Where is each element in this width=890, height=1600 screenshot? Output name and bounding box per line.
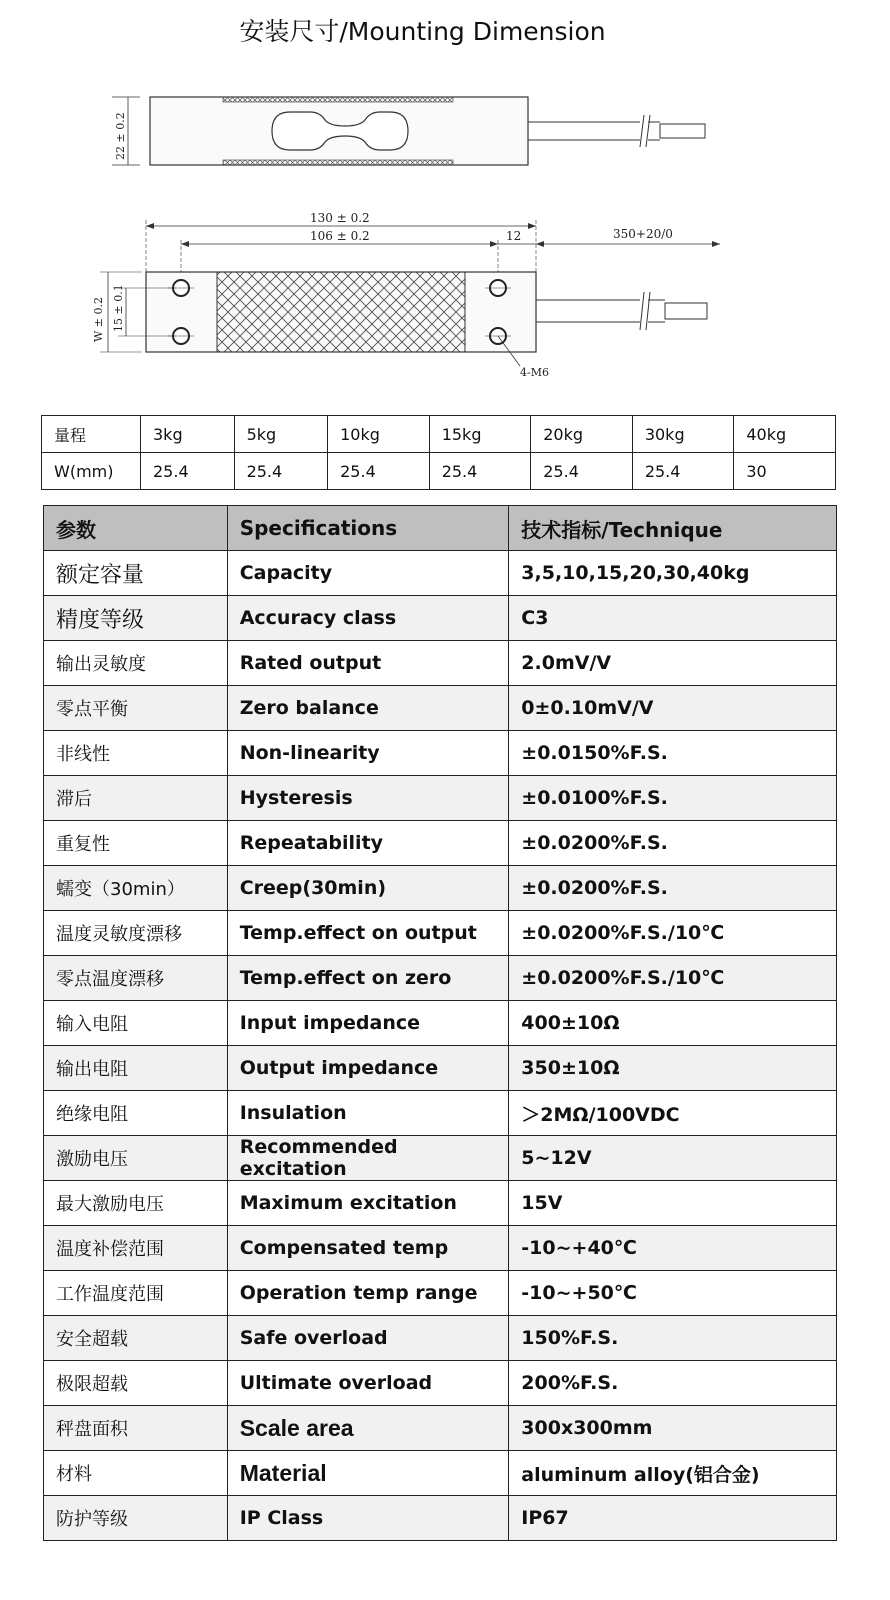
param-en: Hysteresis (227, 776, 509, 821)
param-en: Output impedance (227, 1046, 509, 1091)
param-cn: 最大激励电压 (44, 1181, 228, 1226)
end-offset-label: 12 (506, 229, 522, 243)
param-cn: 激励电压 (44, 1136, 228, 1181)
param-en: Operation temp range (227, 1271, 509, 1316)
param-cn: 非线性 (44, 731, 228, 776)
capacity-cell: 5kg (234, 416, 328, 453)
table-row (44, 866, 837, 911)
param-value: 3,5,10,15,20,30,40kg (509, 551, 837, 596)
param-en: Safe overload (227, 1316, 509, 1361)
param-en: IP Class (227, 1496, 509, 1541)
width-cell: 25.4 (141, 453, 235, 490)
table-row (44, 686, 837, 731)
param-en: Recommended excitation (227, 1136, 509, 1181)
width-cell: 25.4 (234, 453, 328, 490)
capacity-width-table (41, 415, 836, 490)
capacity-cell: 15kg (429, 416, 531, 453)
param-value: 15V (509, 1181, 837, 1226)
table-row (44, 1001, 837, 1046)
param-en: Capacity (227, 551, 509, 596)
param-en: Scale area (227, 1406, 509, 1451)
param-value: C3 (509, 596, 837, 641)
table-row (44, 1136, 837, 1181)
table-row (44, 1046, 837, 1091)
table-row (44, 1361, 837, 1406)
param-en: Material (227, 1451, 509, 1496)
page-title: 安装尺寸/Mounting Dimension (239, 17, 606, 46)
param-value: ＞2MΩ/100VDC (509, 1091, 837, 1136)
table-row (44, 731, 837, 776)
param-cn: 秤盘面积 (44, 1406, 228, 1451)
hole-gap-label: 15 ± 0.1 (112, 284, 125, 332)
param-value: ±0.0100%F.S. (509, 776, 837, 821)
param-cn: 温度补偿范围 (44, 1226, 228, 1271)
param-en: Repeatability (227, 821, 509, 866)
param-en: Zero balance (227, 686, 509, 731)
width-cell: 25.4 (328, 453, 430, 490)
param-cn: 零点温度漂移 (44, 956, 228, 1001)
table-row (44, 821, 837, 866)
param-value: 2.0mV/V (509, 641, 837, 686)
param-value: 5~12V (509, 1136, 837, 1181)
param-value: ±0.0200%F.S. (509, 821, 837, 866)
param-en: Maximum excitation (227, 1181, 509, 1226)
thread-label: 4-M6 (520, 366, 549, 379)
table-row (44, 911, 837, 956)
param-cn: 安全超载 (44, 1316, 228, 1361)
param-cn: 材料 (44, 1451, 228, 1496)
param-cn: 精度等级 (44, 596, 228, 641)
param-en: Creep(30min) (227, 866, 509, 911)
param-value: 0±0.10mV/V (509, 686, 837, 731)
capacity-cell: 30kg (632, 416, 734, 453)
param-value: -10~+40℃ (509, 1226, 837, 1271)
capacity-row (42, 416, 836, 453)
param-en: Temp.effect on zero (227, 956, 509, 1001)
param-cn: 额定容量 (44, 551, 228, 596)
side-view (112, 97, 705, 165)
width-label: W ± 0.2 (92, 296, 105, 342)
table-row (44, 1181, 837, 1226)
table-row (44, 956, 837, 1001)
specification-table (43, 505, 837, 1541)
capacity-cell: 20kg (531, 416, 633, 453)
table-row (44, 1091, 837, 1136)
param-cn: 极限超载 (44, 1361, 228, 1406)
param-en: Rated output (227, 641, 509, 686)
param-en: Compensated temp (227, 1226, 509, 1271)
height-label: 22 ± 0.2 (114, 112, 127, 160)
param-en: Insulation (227, 1091, 509, 1136)
table-row (44, 1406, 837, 1451)
table-row (44, 1271, 837, 1316)
mounting-drawing (0, 60, 890, 390)
param-cn: 重复性 (44, 821, 228, 866)
param-value: 400±10Ω (509, 1001, 837, 1046)
param-en: Non-linearity (227, 731, 509, 776)
cable-length-label: 350+20/0 (613, 227, 673, 241)
param-value: IP67 (509, 1496, 837, 1541)
param-cn: 蠕变（30min） (44, 866, 228, 911)
capacity-cell: 10kg (328, 416, 430, 453)
param-value: ±0.0200%F.S./10℃ (509, 956, 837, 1001)
param-en: Input impedance (227, 1001, 509, 1046)
param-value: aluminum alloy(铝合金) (509, 1451, 837, 1496)
param-en: Temp.effect on output (227, 911, 509, 956)
width-cell: 25.4 (632, 453, 734, 490)
param-en: Ultimate overload (227, 1361, 509, 1406)
table-row (44, 641, 837, 686)
param-value: 350±10Ω (509, 1046, 837, 1091)
param-cn: 滞后 (44, 776, 228, 821)
param-cn: 防护等级 (44, 1496, 228, 1541)
width-cell: 25.4 (531, 453, 633, 490)
param-cn: 工作温度范围 (44, 1271, 228, 1316)
header-spec: Specifications (227, 506, 509, 551)
capacity-cell: 3kg (141, 416, 235, 453)
table-row (44, 1451, 837, 1496)
table-row (44, 1316, 837, 1361)
param-value: 150%F.S. (509, 1316, 837, 1361)
param-value: -10~+50℃ (509, 1271, 837, 1316)
param-cn: 绝缘电阻 (44, 1091, 228, 1136)
capacity-row-label: 量程 (42, 416, 141, 453)
param-cn: 输出电阻 (44, 1046, 228, 1091)
table-row (44, 1226, 837, 1271)
table-row (44, 776, 837, 821)
param-cn: 零点平衡 (44, 686, 228, 731)
capacity-cell: 40kg (734, 416, 836, 453)
param-cn: 温度灵敏度漂移 (44, 911, 228, 956)
param-value: 300x300mm (509, 1406, 837, 1451)
top-view (92, 211, 720, 379)
header-technique: 技术指标/Technique (509, 506, 837, 551)
table-row (44, 596, 837, 641)
width-cell: 25.4 (429, 453, 531, 490)
spec-header-row (44, 506, 837, 551)
length-total-label: 130 ± 0.2 (310, 211, 370, 225)
table-row (44, 1496, 837, 1541)
width-row-label: W(mm) (42, 453, 141, 490)
param-en: Accuracy class (227, 596, 509, 641)
width-row (42, 453, 836, 490)
width-cell: 30 (734, 453, 836, 490)
param-value: ±0.0200%F.S. (509, 866, 837, 911)
header-param: 参数 (44, 506, 228, 551)
param-cn: 输入电阻 (44, 1001, 228, 1046)
table-row (44, 551, 837, 596)
hole-spacing-label: 106 ± 0.2 (310, 229, 370, 243)
param-value: ±0.0200%F.S./10℃ (509, 911, 837, 956)
param-cn: 输出灵敏度 (44, 641, 228, 686)
param-value: 200%F.S. (509, 1361, 837, 1406)
param-value: ±0.0150%F.S. (509, 731, 837, 776)
